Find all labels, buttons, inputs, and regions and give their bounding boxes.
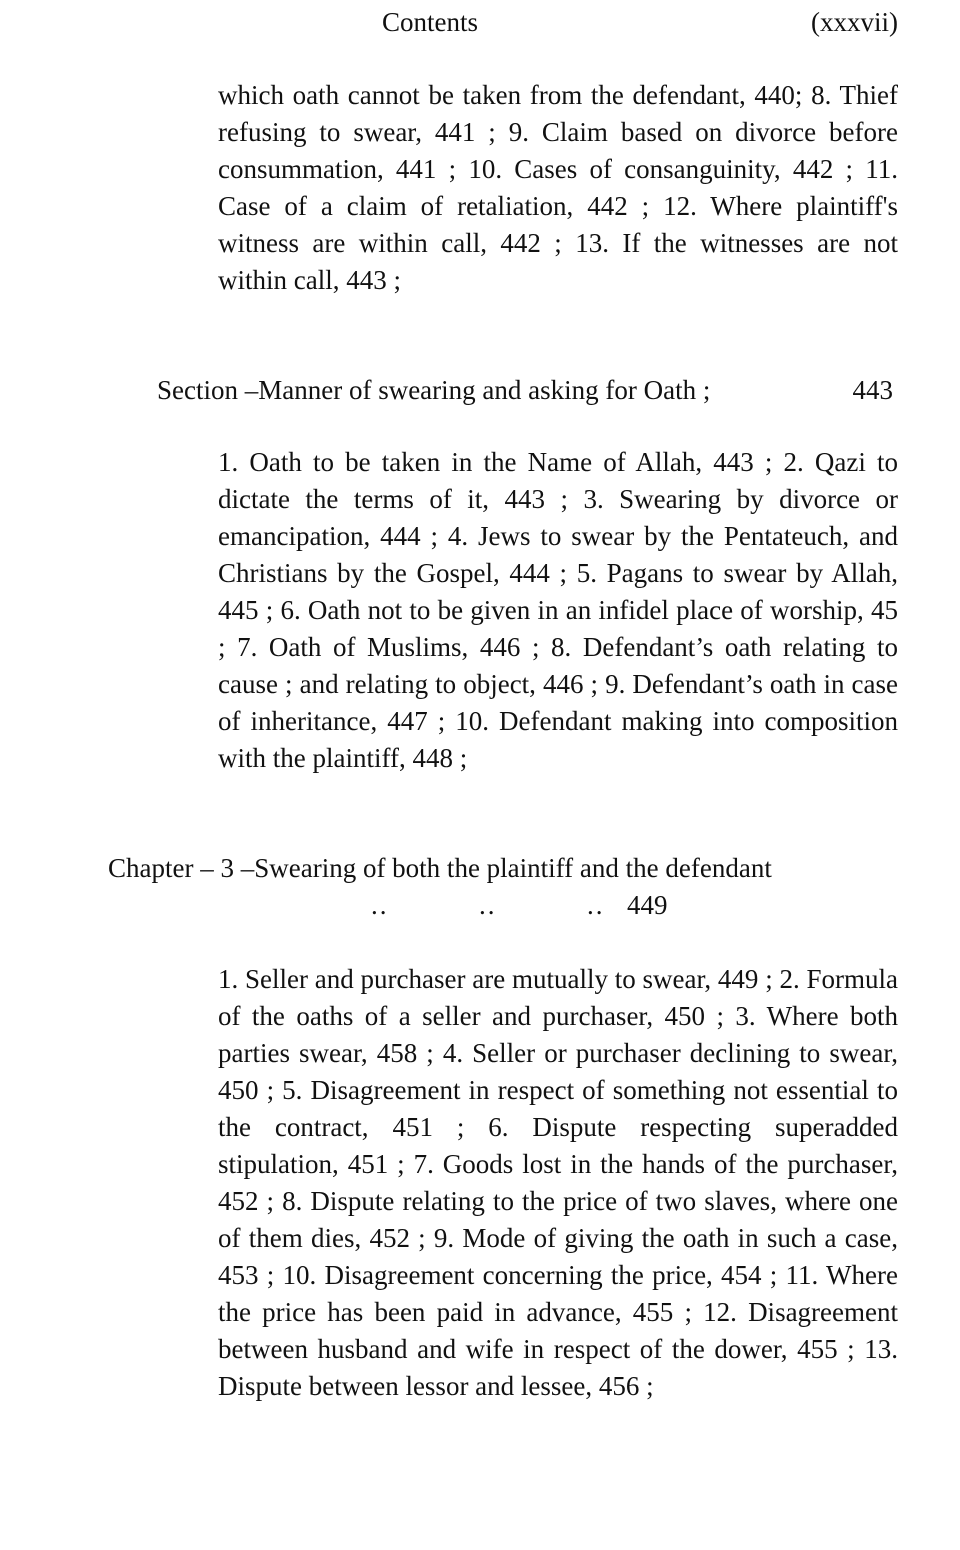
- section-page-ref: 443: [852, 375, 893, 405]
- page-number: (xxxvii): [811, 7, 898, 37]
- chapter-leader-line: [371, 887, 668, 924]
- chapter-heading: [108, 850, 898, 920]
- contents-entry-list: which oath cannot be taken from the defendant, 440; 8. Thief refusing to swear, 441 ; 9. Claim based on divorce before consummation, 441 ; 10. Cases of consanguinity, 442 ; 11. Case of a claim of retaliation, 442 ; 12. Where plaintiff's witness are within call, 442 ; 13. If the witnesses are not within call, 443 ;: [218, 80, 898, 295]
- leader-dots: ..: [371, 890, 389, 920]
- section-heading: [157, 372, 897, 409]
- chapter-heading-text: Chapter – 3 –Swearing of both the plaintiff and the defendant: [108, 853, 772, 883]
- page-header: [0, 4, 960, 44]
- running-title: Contents: [382, 7, 479, 37]
- chapter-page-ref: 449: [627, 890, 668, 920]
- section-entry-list: 1. Oath to be taken in the Name of Allah, 443 ; 2. Qazi to dictate the terms of it, 443 ; 3. Swearing by divorce or emancipation, 444 ; 4. Jews to swear by the Pentateuch, and Christians by the Gospel, 444 ; 5. Pagans to swear by Allah, 445 ; 6. Oath not to be given in an infidel place of worship, 45 ; 7. Oath of Muslims, 446 ; 8. Defendant’s oath relating to cause ; and relating to object, 446 ; 9. Defendant’s oath in case of inheritance, 447 ; 10. Defendant making into composition with the plaintiff, 448 ;: [218, 447, 898, 773]
- section-heading-text: Section –Manner of swearing and asking for Oath ;: [157, 375, 711, 405]
- leader-dots: ..: [587, 890, 605, 920]
- chapter-entry-list: 1. Seller and purchaser are mutually to swear, 449 ; 2. Formula of the oaths of a seller and purchaser, 450 ; 3. Where both parties swear, 458 ; 4. Seller or purchaser declining to swear, 450 ; 5. Disagreement in respect of something not essential to the contract, 451 ; 6. Dispute respecting superadded stipulation, 451 ; 7. Goods lost in the hands of the purchaser, 452 ; 8. Dispute relating to the price of two slaves, where one of them dies, 452 ; 9. Mode of giving the oath in such a case, 453 ; 10. Disagreement concerning the price, 454 ; 11. Where the price has been paid in advance, 455 ; 12. Disagreement between husband and wife in respect of the dower, 455 ; 13. Dispute between lessor and lessee, 456 ;: [218, 964, 898, 1401]
- leader-dots: ..: [479, 890, 497, 920]
